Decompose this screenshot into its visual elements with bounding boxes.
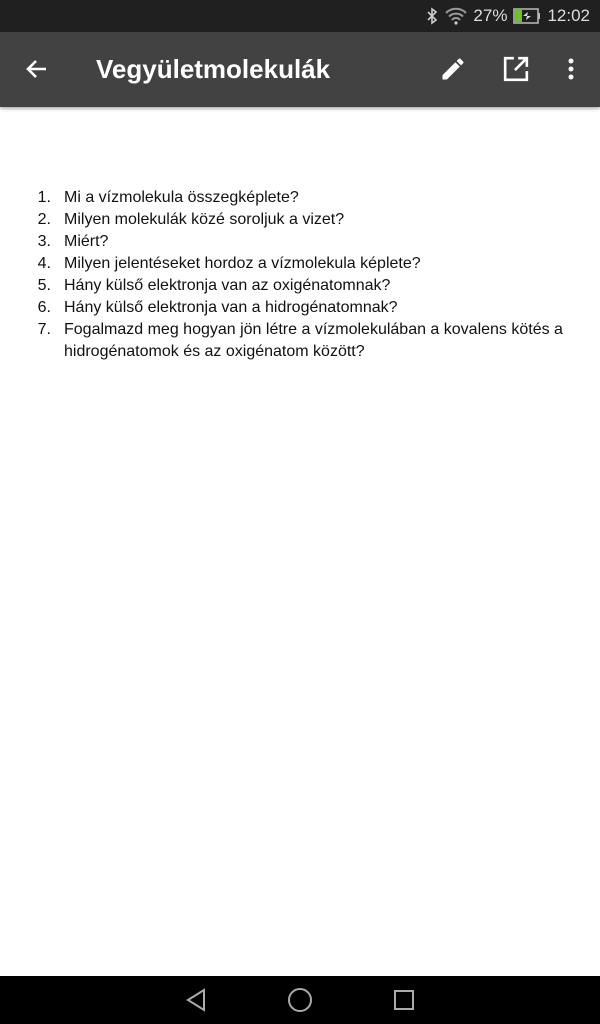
back-nav-icon[interactable] bbox=[185, 988, 207, 1012]
clock: 12:02 bbox=[547, 6, 590, 25]
list-item: 5. Hány külső elektronja van az oxigénatomnak? bbox=[37, 277, 391, 294]
more-vert-icon bbox=[568, 58, 574, 80]
list-item: 2. Milyen molekulák közé soroljuk a vizet? bbox=[37, 211, 345, 228]
page-title: Vegyületmolekulák bbox=[96, 54, 331, 84]
edit-button[interactable] bbox=[436, 52, 470, 86]
pencil-icon bbox=[439, 55, 467, 83]
app-bar bbox=[0, 32, 600, 107]
battery-charging-icon bbox=[513, 8, 541, 24]
question-list bbox=[0, 187, 600, 363]
more-options-button[interactable] bbox=[554, 52, 588, 86]
navigation-bar bbox=[0, 976, 600, 1024]
back-button[interactable] bbox=[20, 52, 54, 86]
list-item: 3. Miért? bbox=[37, 233, 109, 250]
wifi-icon bbox=[445, 7, 467, 25]
recents-nav-icon[interactable] bbox=[393, 989, 415, 1011]
status-bar bbox=[0, 0, 600, 32]
list-item: 4. Milyen jelentéseket hordoz a vízmolekula képlete? bbox=[37, 255, 421, 272]
bluetooth-icon bbox=[425, 7, 439, 25]
arrow-back-icon bbox=[25, 57, 49, 81]
open-in-new-icon bbox=[503, 56, 529, 82]
home-nav-icon[interactable] bbox=[287, 987, 313, 1013]
list-item: 6. Hány külső elektronja van a hidrogénatomnak? bbox=[37, 299, 398, 316]
open-external-button[interactable] bbox=[499, 52, 533, 86]
battery-percent: 27% bbox=[473, 6, 508, 25]
list-item: 7. Fogalmazd meg hogyan jön létre a vízmolekulában a kovalens kötés a hidrogénatomok és az oxigénatom között? bbox=[37, 321, 563, 360]
list-item: 1. Mi a vízmolekula összegképlete? bbox=[37, 189, 299, 206]
